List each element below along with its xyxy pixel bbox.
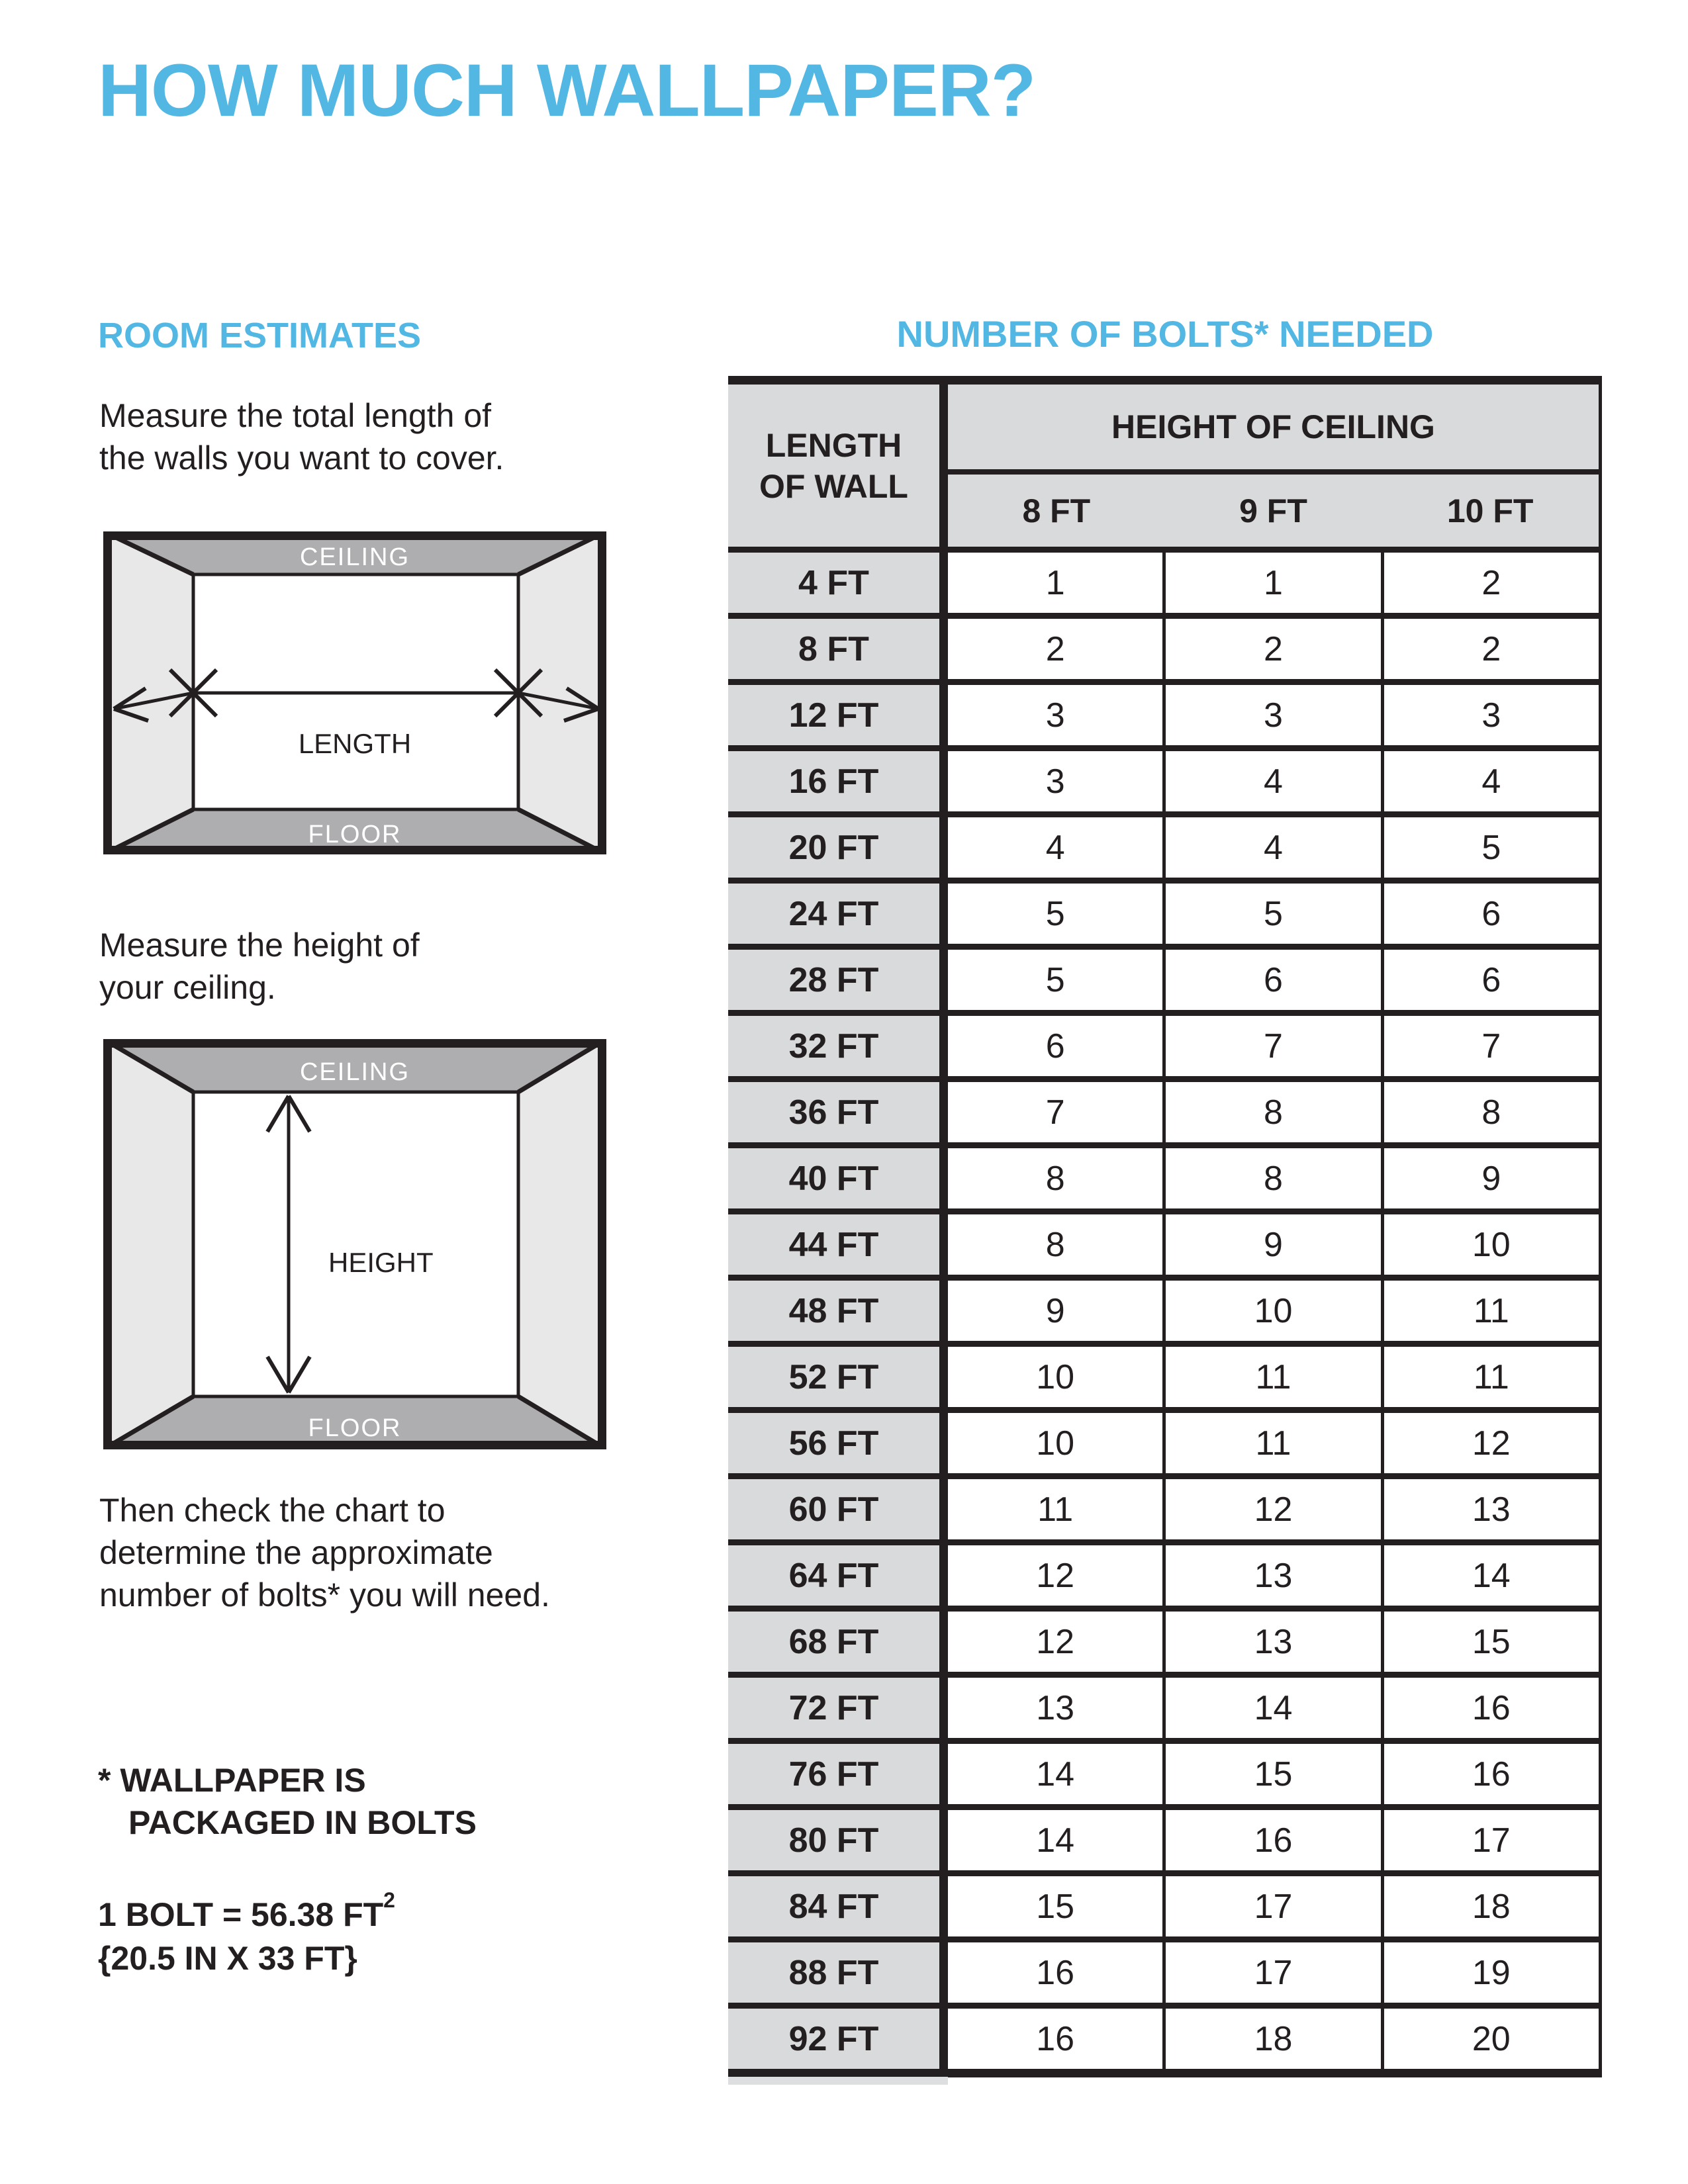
bolts-8ft-cell: 3 [948,751,1162,811]
bolts-9ft-cell: 7 [1162,1016,1380,1076]
bolts-8ft-cell: 8 [948,1148,1162,1208]
bolts-10ft-cell: 12 [1381,1413,1599,1473]
bolts-10ft-cell: 4 [1381,751,1599,811]
wall-length-cell: 40 FT [728,1148,948,1208]
footnote-line: * WALLPAPER IS [98,1762,366,1799]
table-row [728,1010,1599,1076]
bolts-8ft-cell: 14 [948,1744,1162,1804]
bolts-table [728,376,1602,2077]
bolts-9ft-cell: 8 [1162,1082,1380,1142]
wallpaper-bolts-footnote [98,1759,477,1844]
bolts-8ft-cell: 2 [948,619,1162,679]
table-row [728,1142,1599,1208]
bolts-8ft-cell: 8 [948,1214,1162,1275]
page-title: HOW MUCH WALLPAPER? [98,49,1036,132]
bolts-8ft-cell: 10 [948,1347,1162,1407]
instruction-line: the walls you want to cover. [99,439,504,477]
table-row [728,613,1599,679]
bolts-9ft-cell: 4 [1162,751,1380,811]
col-header-8ft: 8 FT [1022,492,1091,529]
ceiling-label: CEILING [299,1058,410,1086]
bolt-dimensions-line: {20.5 IN X 33 FT} [98,1940,357,1977]
bolts-10ft-cell: 10 [1381,1214,1599,1275]
wall-length-cell: 68 FT [728,1612,948,1672]
instruction-line: determine the approximate [99,1534,493,1571]
wall-length-cell: 56 FT [728,1413,948,1473]
bolts-10ft-cell: 11 [1381,1281,1599,1341]
floor-label: FLOOR [308,821,402,848]
wall-length-cell: 44 FT [728,1214,948,1275]
wall-length-cell: 28 FT [728,950,948,1010]
bolts-9ft-cell: 11 [1162,1413,1380,1473]
bolts-10ft-cell: 16 [1381,1678,1599,1738]
bolts-9ft-cell: 4 [1162,817,1380,878]
table-row [728,811,1599,878]
table-row [728,1804,1599,1870]
height-of-ceiling-header: HEIGHT OF CEILING [948,385,1599,475]
bolts-10ft-cell: 20 [1381,2009,1599,2069]
instruction-line: number of bolts* you will need. [99,1576,550,1614]
table-row [728,547,1599,613]
table-row [728,1473,1599,1539]
wall-length-cell: 20 FT [728,817,948,878]
bolts-10ft-cell: 7 [1381,1016,1599,1076]
instruction-measure-length [99,394,504,479]
bolts-10ft-cell: 14 [1381,1545,1599,1606]
bolts-9ft-cell: 13 [1162,1545,1380,1606]
bolts-8ft-cell: 6 [948,1016,1162,1076]
table-row [728,2003,1599,2069]
wall-length-cell: 24 FT [728,884,948,944]
bolts-8ft-cell: 14 [948,1810,1162,1870]
table-row [728,1606,1599,1672]
wall-length-cell: 72 FT [728,1678,948,1738]
room-length-diagram [103,531,606,854]
table-row [728,1407,1599,1473]
bolts-8ft-cell: 16 [948,1942,1162,2003]
bolts-9ft-cell: 16 [1162,1810,1380,1870]
height-label: HEIGHT [328,1247,434,1278]
table-row [728,878,1599,944]
instruction-measure-height [99,924,420,1009]
wall-length-cell: 80 FT [728,1810,948,1870]
bolts-8ft-cell: 7 [948,1082,1162,1142]
bolts-9ft-cell: 17 [1162,1942,1380,2003]
instruction-line: Measure the total length of [99,397,492,434]
wall-length-cell: 88 FT [728,1942,948,2003]
bolts-9ft-cell: 8 [1162,1148,1380,1208]
table-row [728,1275,1599,1341]
bolts-9ft-cell: 11 [1162,1347,1380,1407]
bolts-9ft-cell: 13 [1162,1612,1380,1672]
instruction-check-chart [99,1489,550,1616]
bolts-9ft-cell: 14 [1162,1678,1380,1738]
bolts-10ft-cell: 9 [1381,1148,1599,1208]
bolts-10ft-cell: 17 [1381,1810,1599,1870]
bolts-10ft-cell: 2 [1381,619,1599,679]
table-row [728,1738,1599,1804]
superscript-2: 2 [383,1888,395,1912]
wall-length-cell: 60 FT [728,1479,948,1539]
table-top-bar [728,376,1599,385]
col-header-9ft: 9 FT [1239,492,1307,529]
height-of-ceiling-header-group [948,385,1599,547]
table-header [728,385,1599,547]
back-wall-outline [193,1092,518,1396]
bolts-9ft-cell: 9 [1162,1214,1380,1275]
room-height-diagram [103,1039,606,1449]
table-shadow-strip [728,2077,948,2085]
bolts-10ft-cell: 15 [1381,1612,1599,1672]
table-row [728,1208,1599,1275]
bolts-10ft-cell: 11 [1381,1347,1599,1407]
bolts-10ft-cell: 19 [1381,1942,1599,2003]
bolts-8ft-cell: 13 [948,1678,1162,1738]
bolts-10ft-cell: 13 [1381,1479,1599,1539]
instruction-line: your ceiling. [99,969,276,1006]
bolts-10ft-cell: 3 [1381,685,1599,745]
header-line: LENGTH [765,426,902,464]
wall-length-cell: 92 FT [728,2009,948,2069]
bolts-10ft-cell: 16 [1381,1744,1599,1804]
length-of-wall-header [728,385,948,547]
wall-length-cell: 8 FT [728,619,948,679]
bolts-10ft-cell: 6 [1381,884,1599,944]
table-row [728,1341,1599,1407]
length-label: LENGTH [298,728,412,759]
wall-length-cell: 4 FT [728,553,948,613]
bolts-9ft-cell: 18 [1162,2009,1380,2069]
table-body [728,547,1599,2069]
table-row [728,679,1599,745]
room-estimates-heading: ROOM ESTIMATES [98,316,422,355]
wall-length-cell: 32 FT [728,1016,948,1076]
wall-length-cell: 16 FT [728,751,948,811]
header-line: OF WALL [759,467,908,505]
bolts-9ft-cell: 10 [1162,1281,1380,1341]
bolts-9ft-cell: 1 [1162,553,1380,613]
bolts-8ft-cell: 12 [948,1612,1162,1672]
bolts-8ft-cell: 12 [948,1545,1162,1606]
wall-length-cell: 84 FT [728,1876,948,1936]
floor-label: FLOOR [308,1414,402,1442]
bolts-8ft-cell: 9 [948,1281,1162,1341]
instruction-line: Then check the chart to [99,1492,445,1529]
bolts-9ft-cell: 5 [1162,884,1380,944]
wall-length-cell: 76 FT [728,1744,948,1804]
wall-length-cell: 64 FT [728,1545,948,1606]
bolts-8ft-cell: 5 [948,884,1162,944]
bolts-9ft-cell: 17 [1162,1876,1380,1936]
bolts-8ft-cell: 15 [948,1876,1162,1936]
table-row [728,1672,1599,1738]
bolts-10ft-cell: 5 [1381,817,1599,878]
ceiling-height-subheaders [948,475,1599,547]
bolts-8ft-cell: 4 [948,817,1162,878]
footnote-line: PACKAGED IN BOLTS [128,1804,477,1841]
table-row [728,944,1599,1010]
wall-length-cell: 48 FT [728,1281,948,1341]
instruction-line: Measure the height of [99,927,420,964]
right-wall-plane [518,1039,606,1449]
bolts-10ft-cell: 18 [1381,1876,1599,1936]
bolts-8ft-cell: 11 [948,1479,1162,1539]
table-row [728,1936,1599,2003]
bolts-needed-heading: NUMBER OF BOLTS* NEEDED [896,313,1434,355]
right-wall-plane [518,531,606,854]
bolts-8ft-cell: 1 [948,553,1162,613]
bolts-9ft-cell: 6 [1162,950,1380,1010]
bolts-9ft-cell: 3 [1162,685,1380,745]
bolts-9ft-cell: 12 [1162,1479,1380,1539]
left-wall-plane [103,1039,193,1449]
wall-length-cell: 12 FT [728,685,948,745]
bolts-10ft-cell: 2 [1381,553,1599,613]
bolts-9ft-cell: 2 [1162,619,1380,679]
bolts-10ft-cell: 6 [1381,950,1599,1010]
table-row [728,1539,1599,1606]
wall-length-cell: 52 FT [728,1347,948,1407]
bolts-8ft-cell: 5 [948,950,1162,1010]
bolt-size-footnote [98,1878,395,1980]
left-wall-plane [103,531,193,854]
col-header-10ft: 10 FT [1446,492,1534,529]
bolts-9ft-cell: 15 [1162,1744,1380,1804]
bolts-8ft-cell: 3 [948,685,1162,745]
bolts-8ft-cell: 10 [948,1413,1162,1473]
ceiling-label: CEILING [299,543,410,571]
bolts-8ft-cell: 16 [948,2009,1162,2069]
wall-length-cell: 36 FT [728,1082,948,1142]
table-row [728,745,1599,811]
table-row [728,1870,1599,1936]
table-row [728,1076,1599,1142]
bolt-area-line: 1 BOLT = 56.38 $FT^2$ [98,1888,395,1933]
bolts-10ft-cell: 8 [1381,1082,1599,1142]
